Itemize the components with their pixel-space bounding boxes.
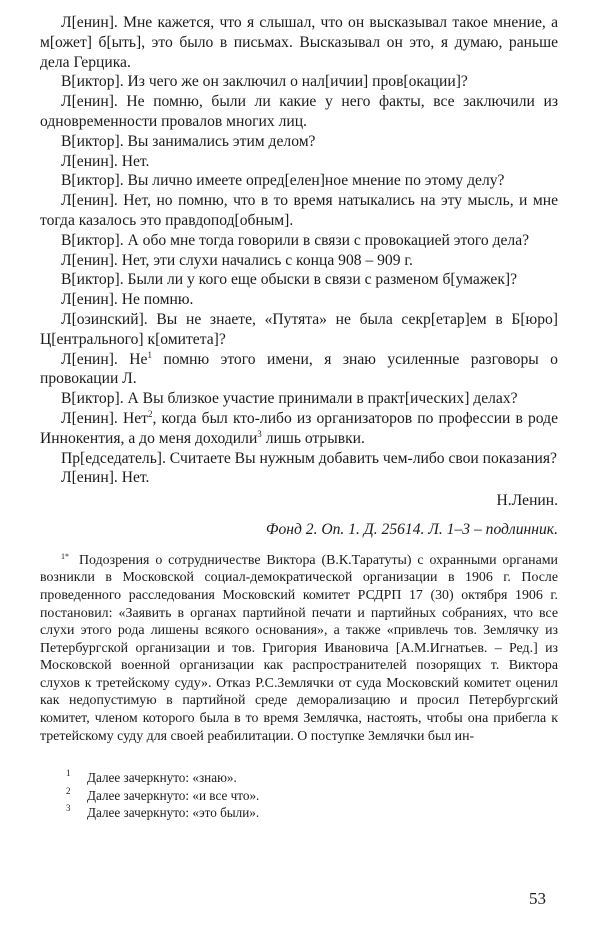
footnote: 2 Далее зачеркнуто: «и все что». bbox=[66, 785, 260, 803]
dialogue-line: Л[енин]. Не помню, были ли какие у него факты, все заключили из одновременности провалов многих лиц. bbox=[40, 93, 558, 130]
footnote: 3 Далее зачеркнуто: «это были». bbox=[66, 803, 260, 821]
dialogue-line: Л[енин]. Нет. bbox=[61, 152, 150, 170]
footnotes bbox=[40, 769, 558, 822]
dialogue-line: В[иктор]. Были ли у кого еще обыски в связи с разменом б[умажек]? bbox=[61, 271, 518, 289]
dialogue-line: В[иктор]. Вы лично имеете опред[елен]ное мнение по этому делу? bbox=[61, 172, 505, 190]
dialogue-line: Л[озинский]. Вы не знаете, «Путята» не была секр[етар]ем в Б[юро] Ц[ентрального] к[омитета]? bbox=[40, 310, 558, 348]
footnote-ref: 1 bbox=[147, 349, 152, 360]
footnote-ref: 3 bbox=[257, 428, 262, 439]
page-number: 53 bbox=[529, 889, 546, 908]
footnote: 1 Далее зачеркнуто: «знаю». bbox=[66, 768, 237, 786]
editorial-note bbox=[40, 548, 558, 746]
dialogue-line: Л[енин]. Мне кажется, что я слышал, что он высказывал такое мнение, а м[ожет] б[ыть], это было в письмах. Высказывал он это, я думаю, раньше дела Герцика. bbox=[40, 14, 558, 71]
dialogue-line: Л[енин]. Нет. bbox=[61, 469, 150, 487]
dialogue-line: Пр[едседатель]. Считаете Вы нужным добавить чем-либо свои показания? bbox=[61, 449, 557, 467]
dialogue-line: Л[енин]. Нет, эти слухи начались с конца 908 – 909 г. bbox=[61, 251, 413, 269]
dialogue-line: Л[енин]. Нет, но помню, что в то время натыкались на эту мысль, и мне тогда казалось это правдопод[обным]. bbox=[40, 192, 558, 229]
footnote-ref: 2 bbox=[147, 408, 153, 419]
note-marker: 1* bbox=[61, 551, 69, 561]
dialogue-line: Л[енин]. $Не^1$ помню этого имени, я знаю усиленные разговоры о провокации Л. bbox=[40, 349, 558, 388]
dialogue-line: Л[енин]. Не помню. bbox=[61, 291, 194, 309]
dialogue-line: В[иктор]. А Вы близкое участие принимали в практ[ических] делах? bbox=[61, 390, 518, 408]
dialogue-line: Л[енин]. Нет$^2$, когда был кто-либо из организаторов по профессии в роде Иннокентия, а до меня доходили$^3$ лишь отрывки. bbox=[40, 408, 558, 447]
archive-source: Фонд 2. Оп. 1. Д. 25614. Л. 1–3 – подлинник. bbox=[265, 520, 558, 538]
dialogue-line: В[иктор]. А обо мне тогда говорили в связи с провокацией этого дела? bbox=[61, 231, 530, 249]
interrogation-dialogue bbox=[40, 13, 558, 540]
dialogue-line: В[иктор]. Вы занимались этим делом? bbox=[61, 132, 316, 150]
page bbox=[40, 13, 558, 822]
dialogue-line: В[иктор]. Из чего же он заключил о нал[ичии] пров[окации]? bbox=[61, 73, 468, 91]
note-text: Подозрения о сотрудничестве Виктора (В.К.Таратуты) с охранными органами возникли в Московской социал-демократической организации в 1906 г. После проведенного расследования Московский комитет РСДРП 17 (30) октября 1906 г. постановил: «Заявить в органах партийной печати и партийных собраниях, что все слухи этого рода лишены всякого основания», а также «привлечь тов. Землячку из Петербургской организации и тов. Григория Ивановича [А.М.Игнатьев. – Ред.] из Московской военной организации как распространителей позорящих т. Виктора слухов к третейскому суду». Отказ Р.С.Землячки от суда Московский комитет оценил как недопустимую в партийной среде деморализацию и просил Петербургский комитет, членом которого была в то время Землячка, настоять, чтобы она прибегла к третейскому суду для своей реабилитации. О поступке Землячки был ин- bbox=[40, 552, 558, 744]
signature: Н.Ленин. bbox=[496, 492, 558, 510]
